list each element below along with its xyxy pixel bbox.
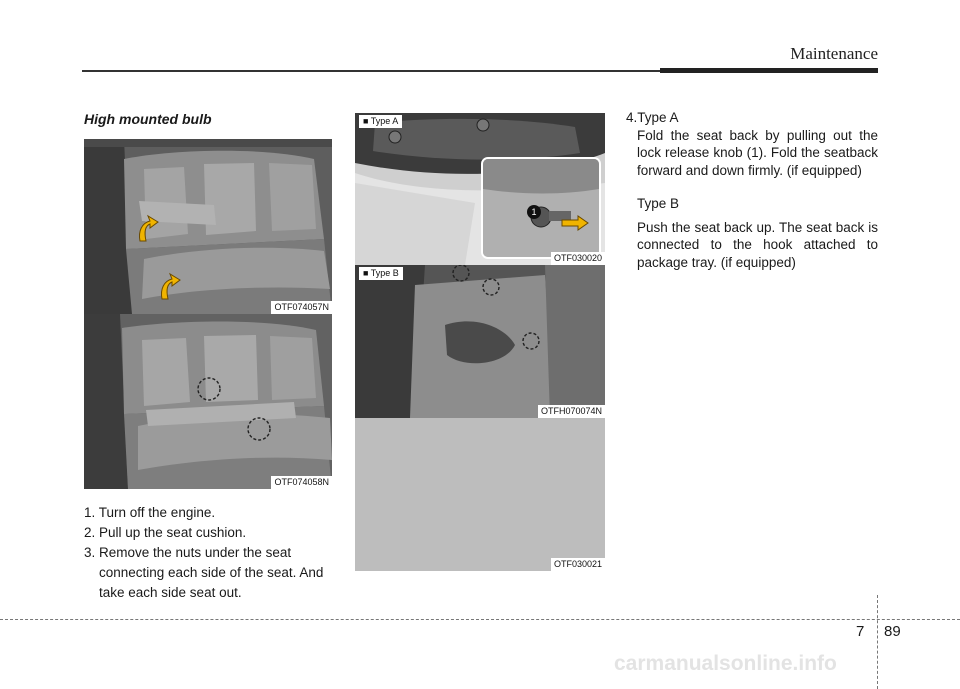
page-number: 89 bbox=[884, 623, 901, 640]
step-4-block bbox=[626, 109, 878, 271]
figure-caption: OTF030021 bbox=[551, 558, 605, 571]
type-label: ■ Type A bbox=[359, 115, 402, 128]
lift-arrow-icon bbox=[136, 213, 160, 243]
watermark: carmanualsonline.info bbox=[614, 652, 837, 675]
rear-seat-cushion-photo bbox=[84, 139, 332, 314]
nut-location-circle-icon bbox=[246, 416, 272, 442]
chapter-number: 7 bbox=[856, 623, 865, 640]
header-rule bbox=[82, 70, 660, 72]
hook-location-circle-icon bbox=[481, 277, 501, 297]
figure-caption: OTF074057N bbox=[271, 301, 332, 314]
step-item: 3. Remove the nuts under the seat connecting each side of the seat. And take each side seat out. bbox=[84, 545, 324, 600]
hook-location-circle-icon bbox=[451, 265, 471, 283]
gray-placeholder-figure bbox=[355, 418, 605, 571]
figure-caption: OTFH070074N bbox=[538, 405, 605, 418]
seat-nut-locations-photo bbox=[84, 314, 332, 489]
step-4-heading: 4.Type A bbox=[626, 110, 679, 125]
type-a-text: Fold the seat back by pulling out the lock release knob (1). Fold the seatback forward and down firmly. (if equipped) bbox=[637, 127, 878, 178]
push-arrow-icon bbox=[561, 215, 589, 231]
section-title: High mounted bulb bbox=[84, 111, 212, 127]
removal-steps-list bbox=[84, 503, 336, 603]
trunk-lock-release-photo bbox=[355, 113, 605, 265]
footer-divider bbox=[877, 595, 878, 689]
figure-caption: OTF030020 bbox=[551, 252, 605, 265]
seatback-hook-photo bbox=[355, 265, 605, 418]
running-header-title: Maintenance bbox=[790, 44, 878, 63]
step-item: 2. Pull up the seat cushion. bbox=[84, 525, 247, 540]
lift-arrow-icon bbox=[158, 271, 182, 301]
type-b-text: Push the seat back up. The seat back is connected to the hook attached to package tray. (if equipped) bbox=[637, 219, 878, 270]
figure-caption: OTF074058N bbox=[271, 476, 332, 489]
lock-release-knob-inset bbox=[481, 157, 601, 259]
step-item: 1. Turn off the engine. bbox=[84, 505, 216, 520]
hook-location-circle-icon bbox=[521, 331, 541, 351]
footer-rule bbox=[0, 619, 960, 620]
type-label: ■ Type B bbox=[359, 267, 403, 280]
callout-number-1: 1 bbox=[527, 205, 541, 219]
header-rule-bar bbox=[660, 68, 878, 73]
type-b-label: Type B bbox=[637, 196, 680, 211]
nut-location-circle-icon bbox=[196, 376, 222, 402]
